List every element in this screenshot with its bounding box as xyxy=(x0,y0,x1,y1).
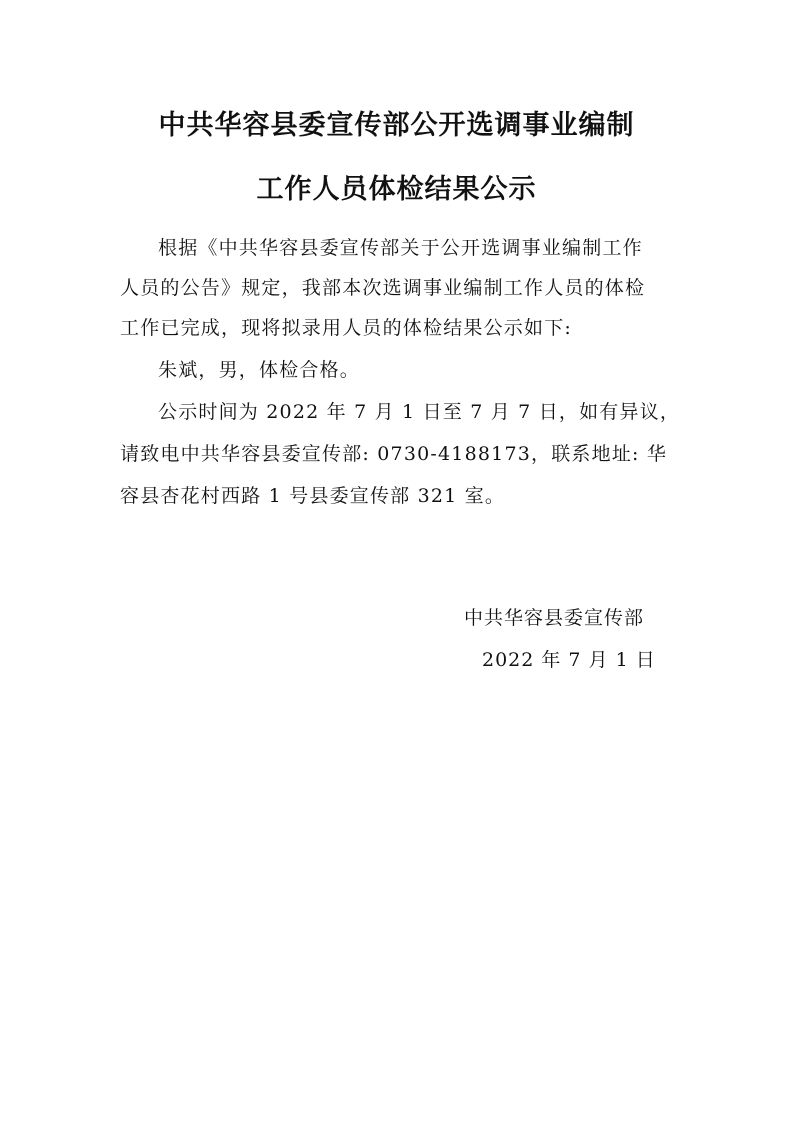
paragraph-basis-line2: 人员的公告》规定，我部本次选调事业编制工作人员的体检 xyxy=(120,277,646,299)
paragraph-notice-line1: 公示时间为 2022 年 7 月 1 日至 7 月 7 日，如有异议， xyxy=(158,401,681,423)
paragraph-notice-line3: 容县杏花村西路 1 号县委宣传部 321 室。 xyxy=(120,485,506,507)
document-title-line1: 中共华容县委宣传部公开选调事业编制 xyxy=(158,110,635,141)
paragraph-basis-line1: 根据《中共华容县委宣传部关于公开选调事业编制工作 xyxy=(158,237,643,259)
signature-date: 2022 年 7 月 1 日 xyxy=(482,649,656,671)
signature-organization: 中共华容县委宣传部 xyxy=(464,607,645,629)
paragraph-result: 朱斌，男，体检合格。 xyxy=(158,359,361,381)
document-title-line2: 工作人员体检结果公示 xyxy=(256,174,537,205)
paragraph-basis-line3: 工作已完成，现将拟录用人员的体检结果公示如下: xyxy=(120,317,573,339)
paragraph-notice-line2: 请致电中共华容县委宣传部: 0730-4188173，联系地址: 华 xyxy=(120,443,668,465)
